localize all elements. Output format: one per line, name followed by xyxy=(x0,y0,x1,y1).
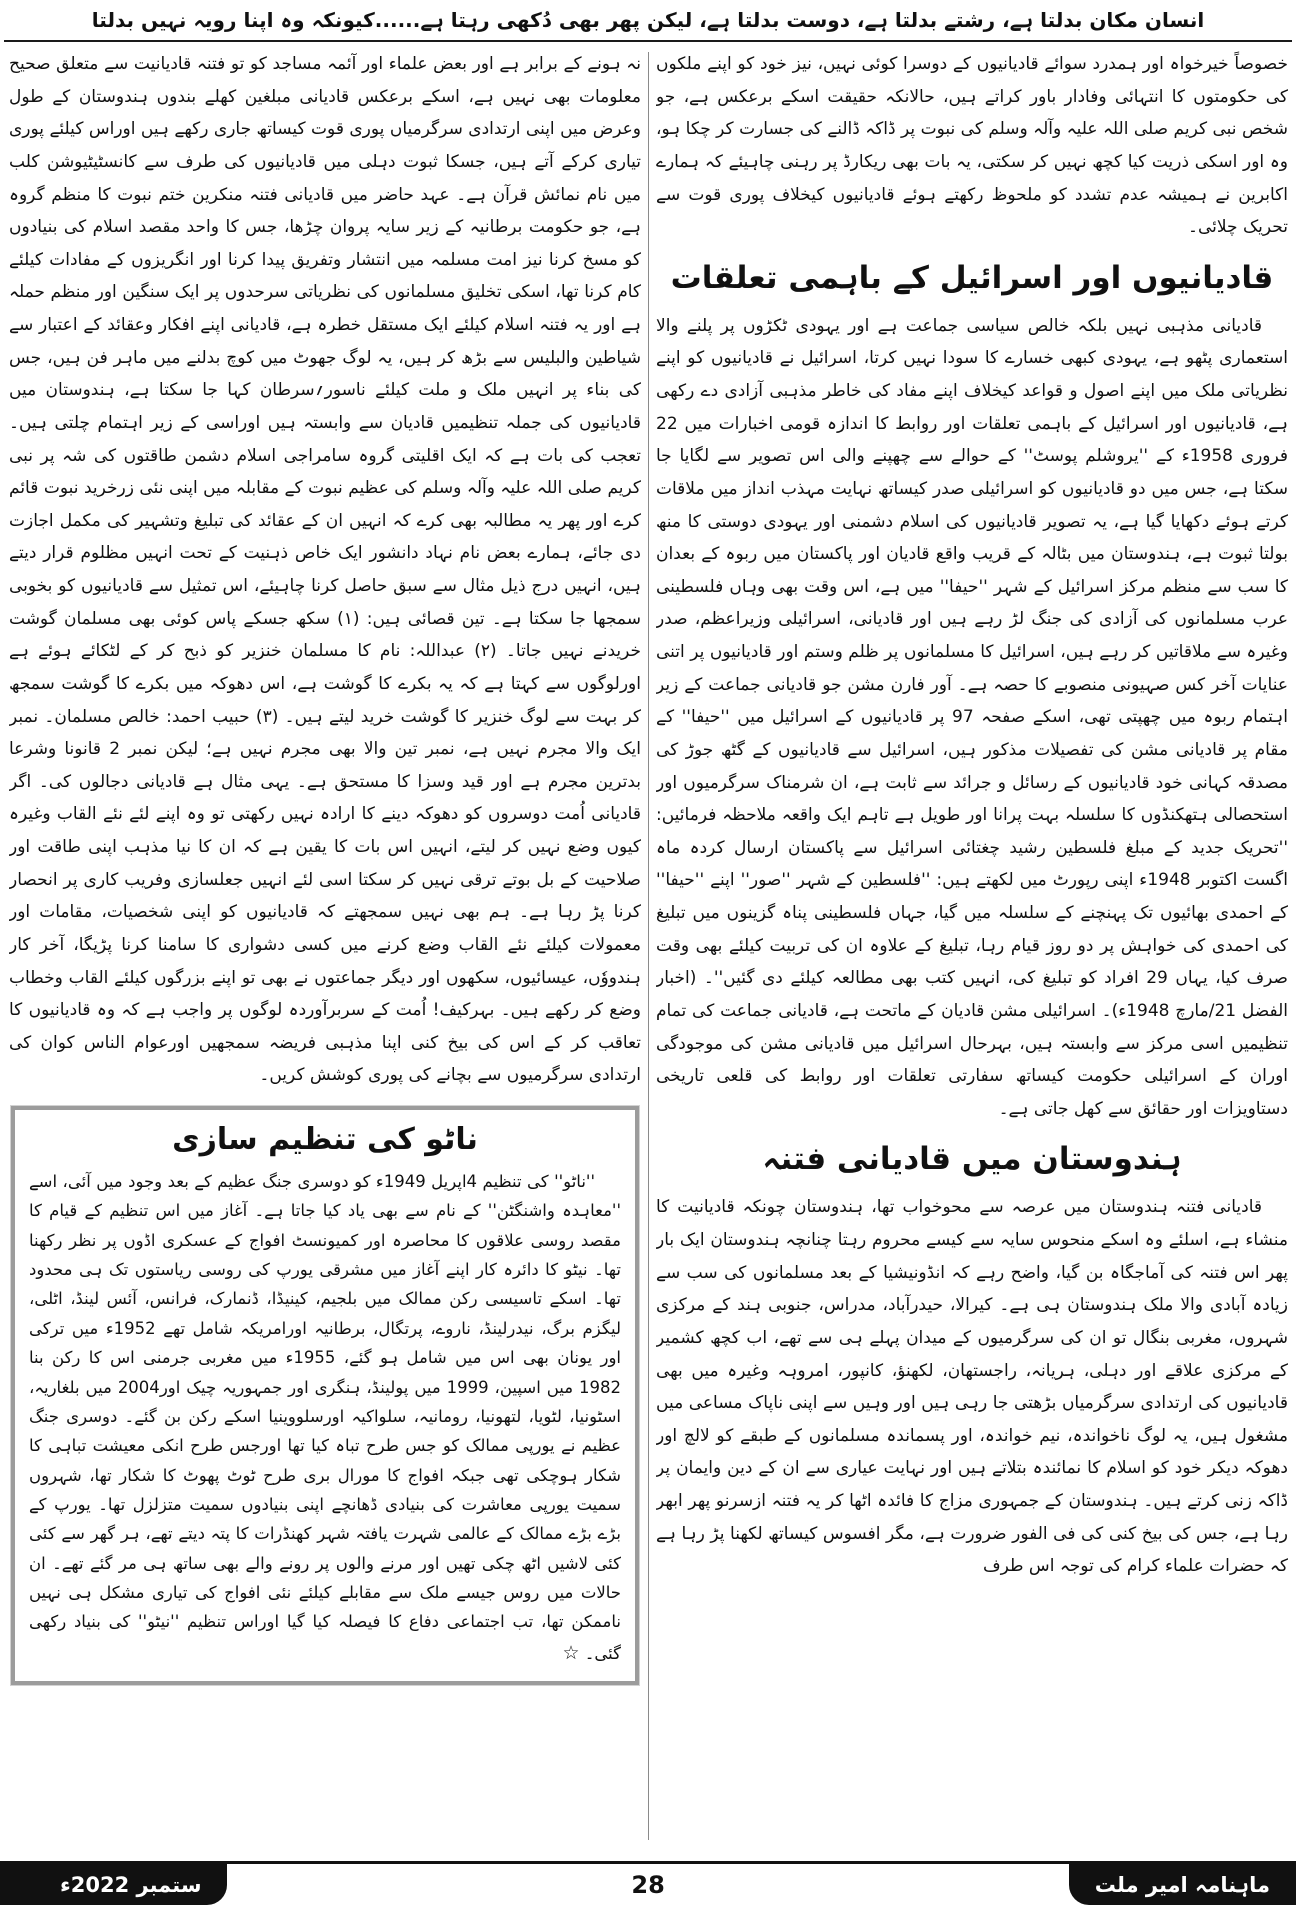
page-footer xyxy=(0,1861,1296,1905)
magazine-name-badge: ماہنامہ امیر ملت xyxy=(1069,1864,1296,1905)
article-columns xyxy=(0,42,1296,1850)
section-heading-israel-relations: قادیانیوں اور اسرائیل کے باہمی تعلقات xyxy=(670,259,1274,296)
nato-box xyxy=(11,1106,639,1685)
israel-relations-body: قادیانی مذہبی نہیں بلکہ خالص سیاسی جماعت ہے اور یہودی ٹکڑوں پر پلنے والا استعماری پٹھو ہے، یہودی کبھی خسارے کا سودا نہیں کرتا، اسرائیل نے قادیانیوں کو اپنے نظریاتی ملک میں اپنے اصول و قواعد کیخلاف اپنے مفاد کی خاطر مذہبی آزادی دے رکھی ہے، قادیانیوں اور اسرائیل کے باہمی تعلقات اور روابط کا اندازہ قومی اخبارات میں 22 فروری 1958ء کے ''یروشلم پوسٹ'' کے حوالے سے چھپنے والی اس تصویر سے لگایا جا سکتا ہے، جس میں دو قادیانیوں کو اسرائیلی صدر کیساتھ نہایت مہذب انداز میں ملاقات کرتے ہوئے دکھایا گیا ہے، یہ تصویر قادیانیوں کی اسلام دشمنی اور یہودی دوستی کا منھ بولتا ثبوت ہے، ہندوستان میں بٹالہ کے قریب واقع قادیان اور پاکستان میں ربوہ کے بعدان کا سب سے منظم مرکز اسرائیل کے شہر ''حیفا'' میں ہے، اس وقت بھی وہاں فلسطینی عرب مسلمانوں کی آزادی کی جنگ لڑ رہے ہیں اور قادیانی، اسرائیلی وزیراعظم، صدر وغیرہ سے ملاقاتیں کر رہے ہیں، اسرائیل کا مسلمانوں پر ظلم وستم اور قادیانیوں پر اتنی عنایات آخر کس صہیونی منصوبے کا حصہ ہے۔ آور فارن مشن جو قادیانی جماعت کے زیر اہتمام ربوہ میں چھپتی تھی، اسکے صفحہ 97 پر قادیانیوں کے اسرائیل میں ''حیفا'' کے مقام پر قادیانی مشن کی تفصیلات مذکور ہیں، اسرائیل سے قادیانیوں کے گٹھ جوڑ کی مصدقہ کہانی خود قادیانیوں کے رسائل و جرائد سے ثابت ہے، ان شرمناک سرگرمیوں اور استحصالی ہتھکنڈوں کا سلسلہ بہت پرانا اور طویل ہے تاہم ایک واقعہ ملاحظہ فرمائیں: ''تحریک جدید کے مبلغ فلسطین رشید چغتائی اسرائیل سے پاکستان ارسال کردہ ماہ اگست اکتوبر 1948ء اپنی رپورٹ میں لکھتے ہیں: ''فلسطین کے شہر ''صور'' اپنے ''حیفا'' کے احمدی بھائیوں تک پہنچنے کے سلسلہ میں گیا، جہاں فلسطینی پناہ گزینوں میں تبلیغ کی احمدی کی خواہش پر دو روز قیام رہا، تبلیغ کے علاوہ ان کی تربیت کیلئے بھی وقت صرف کیا، یہاں 29 افراد کو تبلیغ کی، انہیں کتب بھی مطالعہ کیلئے دی گئیں''۔ (اخبار الفضل 21/مارچ 1948ء)۔ اسرائیلی مشن قادیان کے ماتحت ہے، قادیانی جماعت کی تمام تنظیمیں اسی مرکز سے وابستہ ہیں، بہرحال اسرائیل میں قادیانی مشن کی موجودگی اوران کے اسرائیلی حکومت کیساتھ سفارتی تعلقات اور روابط کی قلعی تاریخی دستاویزات اور حقائق سے کھل جاتی ہے۔ xyxy=(656,315,1288,1119)
intro-paragraph: خصوصاً خیرخواہ اور ہمدرد سوائے قادیانیوں کے دوسرا کوئی نہیں، نیز خود کو اپنے ملکوں کی حکومتوں کا انتہائی وفادار باور کراتے ہیں، حالانکہ حقیقت اسکے برعکس ہے، جو شخص نبی کریم صلی اللہ علیہ وآلہ وسلم کی نبوت پر ڈاکہ ڈالنے کی جسارت کر چکا ہو، وہ اور اسکی ذریت کیا کچھ نہیں کر سکتی، یہ بات بھی ریکارڈ پر رہنی چاہیئے کہ ہمارے اکابرین نے ہمیشہ عدم تشدد کو ملحوظ رکھتے ہوئے قادیانیوں کیخلاف پوری قوت سے تحریک چلائی۔ xyxy=(656,54,1288,238)
nato-box-text: ''ناٹو'' کی تنظیم 4اپریل 1949ء کو دوسری جنگ عظیم کے بعد وجود میں آئی، اسے ''معاہدہ واشنگٹن'' کے نام سے بھی یاد کیا جاتا ہے۔ آغاز میں اس تنظیم کے قیام کا مقصد روسی علاقوں کا محاصرہ اور کمیونسٹ افواج کے عسکری اڈوں پر نظر رکھنا تھا۔ نیٹو کا دائرہ کار اپنے آغاز میں مشرقی یورپ کی روسی ریاستوں تک ہی محدود تھا۔ اسکے تاسیسی رکن ممالک میں بلجیم، کینیڈا، ڈنمارک، فرانس، آئس لینڈ، اٹلی، لیگزم برگ، نیدرلینڈ، ناروے، پرتگال، برطانیہ اورامریکہ شامل تھے 1952ء میں ترکی اور یونان بھی اس میں شامل ہو گئے، 1955ء میں مغربی جرمنی اس کا رکن بنا 1982 میں اسپین، 1999 میں پولینڈ، ہنگری اور جمہوریہ چیک اور2004 میں بلغاریہ، اسٹونیا، لٹویا، لتھونیا، رومانیہ، سلواکیہ اورسلووینیا اسکے رکن بن گئے۔ دوسری جنگ عظیم نے یورپی ممالک کو جس طرح تباہ کیا تھا اورجس طرح انکی معیشت تباہی کا شکار ہوچکی تھی جبکہ افواج کا مورال بری طرح ٹوٹ پھوٹ کا شکار تھا، شہروں سمیت یورپی معاشرت کی بنیادی ڈھانچے اپنی بنیادوں سمیت متزلزل تھا۔ یورپ کے بڑے بڑے ممالک کے عالمی شہرت یافتہ شہر کھنڈرات کا پتہ دیتے تھے، ہر گھر سے کئی کئی لاشیں اٹھ چکی تھیں اور مرنے والوں پر رونے والے بھی ساتھ ہی مر گئے تھے۔ ان حالات میں روس جیسے ملک سے مقابلے کیلئے نئی افواج کی تیاری مشکل ہی نہیں ناممکن تھا، تب اجتماعی دفاع کا فیصلہ کیا گیا اوراس تنظیم ''نیٹو'' کی بنیاد رکھی گئی۔ xyxy=(29,1172,622,1663)
right-column xyxy=(656,48,1288,1850)
nato-box-body xyxy=(29,1167,621,1671)
issue-date-badge: ستمبر 2022ء xyxy=(0,1864,227,1905)
left-column xyxy=(9,48,641,1850)
header-quote: انسان مکان بدلتا ہے، رشتے بدلتا ہے، دوست بدلتا ہے، لیکن پھر بھی دُکھی رہتا ہے......کیونکہ وہ اپنا رویہ نہیں بدلتا xyxy=(91,8,1205,32)
page-number: 28 xyxy=(631,1870,665,1899)
section-heading-india-fitna: ہندوستان میں قادیانی فتنہ xyxy=(762,1141,1182,1178)
india-fitna-body: قادیانی فتنہ ہندوستان میں عرصہ سے محوخواب تھا، ہندوستان چونکہ قادیانیت کا منشاء ہے، اسلئے وہ اسکے منحوس سایہ سے کیسے محروم رہتا چنانچہ ہندوستان ایک بار پھر اس فتنہ کی آماجگاہ بن گیا، واضح رہے کہ انڈونیشیا کے بعد مسلمانوں کی سب سے زیادہ آبادی والا ملک ہندوستان ہی ہے۔ کیرالا، حیدرآباد، مدراس، جنوبی ہند کے مرکزی شہروں، مغربی بنگال تو ان کی سرگرمیوں کے میدان پہلے ہی سے تھے، اب کچھ کشمیر کے مرکزی علاقے اور دہلی، ہریانہ، راجستھان، لکھنؤ، کانپور، امروہہ وغیرہ میں بھی قادیانیوں کی ارتدادی سرگرمیاں بڑھتی جا رہی ہیں اور وہیں سے اپنی ناپاک مساعی میں مشغول ہیں، یہ لوگ ناخواندہ، نیم خواندہ، اور پسماندہ مسلمانوں کے طبقے کو لالچ اور دھوکہ دیکر خود کو اسلام کا نمائندہ بتلاتے ہیں اور نہایت عیاری سے ان کے دین وایمان پر ڈاکہ زنی کرتے ہیں۔ ہندوستان کے جمہوری مزاج کا فائدہ اٹھا کر یہ فتنہ ازسرنو پھر ابھر رہا ہے، جس کی بیخ کنی کی فی الفور ضرورت ہے، مگر افسوس کیساتھ لکھنا پڑ رہا ہے کہ حضرات علماء کرام کی توجہ اس طرف xyxy=(656,1197,1288,1577)
left-column-body: نہ ہونے کے برابر ہے اور بعض علماء اور آئمہ مساجد کو تو فتنہ قادیانیت سے متعلق صحیح معلومات بھی نہیں ہے، اسکے برعکس قادیانی مبلغین کھلے بندوں ہندوستان کے طول وعرض میں اپنی ارتدادی سرگرمیاں پوری قوت کیساتھ جاری رکھے ہیں اوراس کیلئے پوری تیاری کرکے آتے ہیں، جسکا ثبوت دہلی میں قادیانیوں کی طرف سے کانسٹیٹیوشن کلب میں نام نمائش قرآن ہے۔ عہد حاضر میں قادیانی فتنہ منکرین ختم نبوت کا منظم گروہ ہے، جو حکومت برطانیہ کے زیر سایہ پروان چڑھا، جس کا واحد مقصد اسلام کی بنیادوں کو مسخ کرنا نیز امت مسلمہ میں انتشار وتفریق پیدا کرنا اور انگریزوں کے مفادات کیلئے کام کرنا تھا، اسکی تخلیق مسلمانوں کی نظریاتی سرحدوں پر ایک سنگین اور منظم حملہ ہے اور یہ فتنہ اسلام کیلئے ایک مستقل خطرہ ہے، قادیانی اپنے افکار وعقائد کے اعتبار سے شیاطین والبلیس سے بڑھ کر ہیں، یہ لوگ جھوٹ میں کوچ بدلنے میں ماہر فن ہیں، جس کی بناء پر انہیں ملک و ملت کیلئے ناسور؍سرطان کہا جا سکتا ہے، ہندوستان میں قادیانیوں کی جملہ تنظیمیں قادیان سے وابستہ ہیں اوراسی کے زیر اہتمام چلتی ہیں۔ تعجب کی بات ہے کہ ایک اقلیتی گروہ سامراجی اسلام دشمن طاقتوں کی شہ پر نبی کریم صلی اللہ علیہ وآلہ وسلم کی عظیم نبوت کے مقابلہ میں اپنی نئی زرخرید نبوت قائم کرے اور پھر یہ مطالبہ بھی کرے کہ انہیں ان کے عقائد کی تبلیغ وتشہیر کی مکمل اجازت دی جائے، ہمارے بعض نام نہاد دانشور ایک خاص ذہنیت کے تحت انہیں مظلوم قرار دیتے ہیں، انہیں درج ذیل مثال سے سبق حاصل کرنا چاہیئے، اس تمثیل سے قادیانیوں کو بخوبی سمجھا جا سکتا ہے۔ تین قصائی ہیں: (۱) سکھ جسکے پاس کوئی بھی مسلمان گوشت خریدنے نہیں جاتا۔ (۲) عبداللہ: نام کا مسلمان خنزیر کو ذبح کر کے لٹکائے ہوئے ہے اورلوگوں سے کہتا ہے کہ یہ بکرے کا گوشت ہے، اس دھوکہ میں بکرے کا گوشت سمجھ کر بہت سے لوگ خنزیر کا گوشت خرید لیتے ہیں۔ (۳) حبیب احمد: خالص مسلمان۔ نمبر ایک والا مجرم نہیں ہے، نمبر تین والا بھی مجرم نہیں ہے؛ لیکن نمبر 2 قانونا وشرعا بدترین مجرم ہے اور قید وسزا کا مستحق ہے۔ یہی مثال ہے قادیانی دجالوں کی۔ اگر قادیانی اُمت دوسروں کو دھوکہ دینے کا ارادہ نہیں رکھتی تو وہ اپنے لئے نئے القاب وغیرہ کیوں وضع نہیں کر لیتے، انہیں اس بات کا یقین ہے کہ ان کا نیا مذہب اپنی طاقت اور صلاحیت کے بل بوتے ترقی نہیں کر سکتا اسی لئے انہیں جعلسازی وفریب کاری پر انحصار کرنا پڑ رہا ہے۔ ہم بھی نہیں سمجھتے کہ قادیانیوں کو اپنی شخصیات، مقامات اور معمولات کیلئے نئے القاب وضع کرنے میں کسی دشواری کا سامنا کرنا پڑیگا، آخر کار ہندووٗں، عیسائیوں، سکھوں اور دیگر جماعتوں نے بھی تو اپنے بزرگوں کیلئے القاب وخطاب وضع کر رکھے ہیں۔ بہرکیف! اُمت کے سربرآوردہ لوگوں پر واجب ہے کہ وہ قادیانیوں کا تعاقب کر کے اس کی بیخ کنی اپنا مذہبی فریضہ سمجھیں اورعوام الناس کوان کی ارتدادی سرگرمیوں سے بچانے کی پوری کوشش کریں۔ xyxy=(9,54,641,1086)
column-divider xyxy=(648,52,649,1840)
nato-box-heading: ناٹو کی تنظیم سازی xyxy=(172,1122,478,1157)
end-star-icon: ☆ xyxy=(562,1641,580,1664)
